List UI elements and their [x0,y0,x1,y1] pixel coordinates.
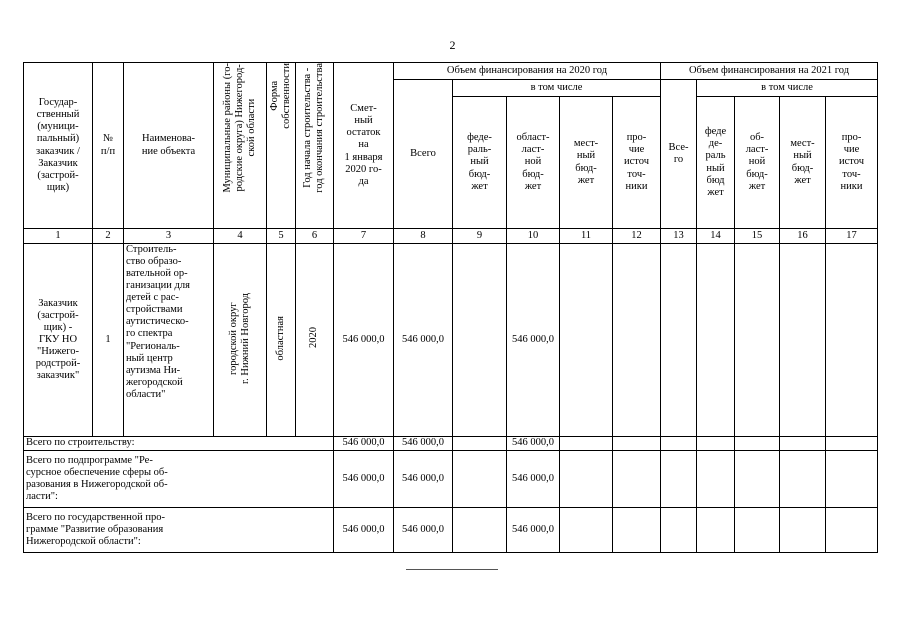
header-object-name: Наименова- ние объекта [124,63,214,229]
row-years: 2020 [308,327,320,349]
column-number: 16 [780,229,826,244]
header-including-2021: в том числе [697,80,878,97]
column-number: 11 [560,229,613,244]
column-number: 13 [661,229,697,244]
total-row [24,508,878,553]
total-total-2020: 546 000,0 [394,437,453,451]
header-local-2020: мест- ный бюд- жет [560,97,613,229]
header-total-2021: Все- го [661,80,697,229]
footer-divider [406,569,498,570]
header-financing-2020: Объем финансирования на 2020 год [394,63,661,80]
header-other-2021: про- чие источ точ- ники [826,97,878,229]
header-including-2020: в том числе [453,80,661,97]
column-number: 15 [735,229,780,244]
column-number: 8 [394,229,453,244]
total-balance: 546 000,0 [334,437,394,451]
total-label: Всего по подпрограмме "Ре- сурсное обеспечение сферы об- разования в Нижегородской об- ласти": [24,451,334,508]
column-number: 10 [507,229,560,244]
header-customer: Государ- ственный (муници- пальный) заказчик / Заказчик (застрой- щик) [24,63,93,229]
column-number: 3 [124,229,214,244]
row-total-2020: 546 000,0 [394,244,453,437]
header-total-2020: Всего [394,80,453,229]
header-years: Год начала строительства - год окончания строительства [302,63,326,193]
column-number: 2 [93,229,124,244]
header-local-2021: мест- ный бюд- жет [780,97,826,229]
header-federal-2021: феде де- раль ный бюд жет [697,97,735,229]
total-total-2020: 546 000,0 [394,508,453,553]
total-balance: 546 000,0 [334,451,394,508]
column-number: 4 [214,229,267,244]
financing-table [23,62,878,553]
column-number: 12 [613,229,661,244]
header-regional-2020: област- ласт- ной бюд- жет [507,97,560,229]
column-number: 17 [826,229,878,244]
row-customer: Заказчик (застрой- щик) - ГКУ НО "Нижего- родстрой- заказчик" [24,244,93,437]
total-label: Всего по государственной про- грамме "Развитие образования Нижегородской области": [24,508,334,553]
header-financing-2021: Объем финансирования на 2021 год [661,63,878,80]
header-district: Муниципальные районы (го- родские округа) Нижегород- ской области [221,63,258,193]
column-number: 14 [697,229,735,244]
total-total-2020: 546 000,0 [394,451,453,508]
header-ownership: Форма собственности [269,63,293,129]
total-row [24,451,878,508]
header-federal-2020: феде- раль- ный бюд- жет [453,97,507,229]
column-number: 5 [267,229,296,244]
page-number: 2 [449,38,456,52]
row-number: 1 [93,244,124,437]
row-balance: 546 000,0 [334,244,394,437]
row-regional-2020: 546 000,0 [507,244,560,437]
total-label: Всего по строительству: [24,437,334,451]
column-number: 1 [24,229,93,244]
header-regional-2021: об- ласт- ной бюд- жет [735,97,780,229]
total-regional-2020: 546 000,0 [507,451,560,508]
header-balance: Смет- ный остаток на 1 января 2020 го- да [334,63,394,229]
column-number: 9 [453,229,507,244]
row-district: городской округ г. Нижний Новгород [227,292,251,384]
header-number: № п/п [93,63,124,229]
total-regional-2020: 546 000,0 [507,508,560,553]
total-row [24,437,878,451]
row-object-name: Строитель- ство образо- вательной ор- ганизации для детей с рас- стройствами аутистическо- го спектра "Региональ- ный центр аутизма Ни- жегородской области" [124,244,214,437]
table-row [24,244,878,437]
header-other-2020: про- чие источ точ- ники [613,97,661,229]
total-regional-2020: 546 000,0 [507,437,560,451]
column-number: 7 [334,229,394,244]
row-ownership: областная [274,315,286,361]
total-balance: 546 000,0 [334,508,394,553]
column-number: 6 [296,229,334,244]
